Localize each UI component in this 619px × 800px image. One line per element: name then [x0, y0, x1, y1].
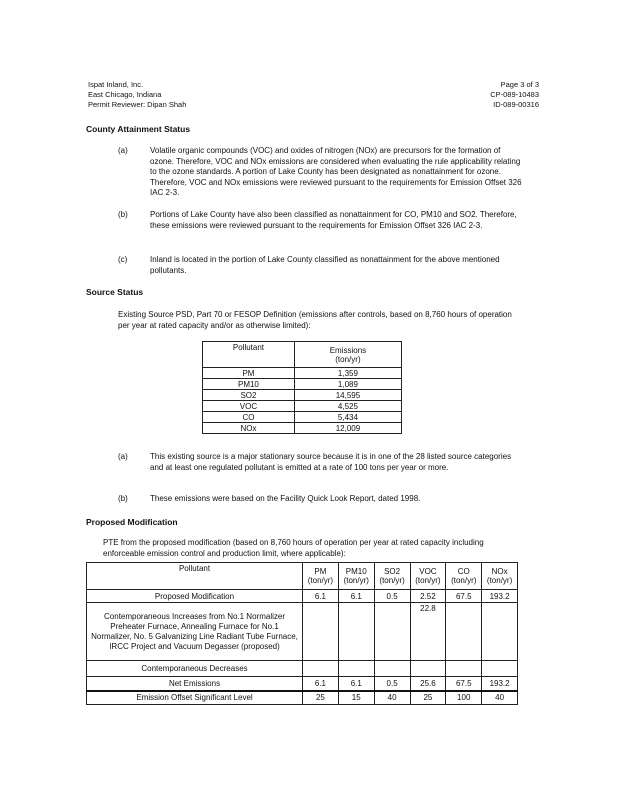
value-cell: 0.5 — [374, 590, 410, 603]
table-row — [87, 691, 518, 705]
table-row — [87, 590, 518, 603]
county-item-b — [118, 210, 522, 244]
pollutant-cell: NOx — [203, 423, 295, 434]
pollutant-cell: PM — [203, 368, 295, 379]
value-cell — [410, 661, 446, 677]
value-cell: 40 — [374, 691, 410, 705]
voc-header — [410, 563, 446, 590]
unit-label: (ton/yr) — [307, 576, 334, 585]
value-cell — [374, 661, 410, 677]
so2-label: SO2 — [384, 567, 401, 576]
table-row — [203, 401, 402, 412]
source-item-b — [118, 494, 522, 506]
value-cell: 22.8 — [410, 603, 446, 661]
site-location: East Chicago, Indiana — [88, 90, 162, 99]
value-cell: 2.52 — [410, 590, 446, 603]
value-cell — [338, 661, 374, 677]
value-cell — [482, 661, 518, 677]
page-number: Page 3 of 3 — [500, 80, 539, 89]
document-header-left — [88, 80, 186, 110]
unit-label: (ton/yr) — [486, 576, 513, 585]
value-cell — [482, 603, 518, 661]
value-cell: 40 — [482, 691, 518, 705]
unit-label: (ton/yr) — [415, 576, 441, 585]
value-cell: 67.5 — [446, 677, 482, 691]
emission-value: 12,009 — [294, 423, 401, 434]
county-item-a — [118, 146, 522, 202]
pm-label: PM — [314, 567, 327, 576]
voc-label: VOC — [419, 567, 437, 576]
value-cell: 15 — [338, 691, 374, 705]
table-row — [203, 390, 402, 401]
co-label: CO — [457, 567, 470, 576]
value-cell: 25 — [410, 691, 446, 705]
table-row — [203, 379, 402, 390]
value-cell — [303, 603, 339, 661]
permit-reviewer: Permit Reviewer: Dipan Shah — [88, 100, 187, 109]
pollutant-header: Pollutant — [87, 563, 303, 590]
item-label: (a) — [118, 452, 128, 461]
table-row — [87, 603, 518, 661]
emission-value: 1,089 — [294, 379, 401, 390]
item-text: This existing source is a major stationary source because it is in one of the 28 listed source categories and at least one regulated pollutant is emitted at a rate of 100 tons per year or more. — [150, 452, 512, 472]
proposed-modification-title: Proposed Modification — [86, 517, 178, 527]
value-cell — [374, 603, 410, 661]
company-name: Ispat Inland, Inc. — [88, 80, 144, 89]
table-header-row — [87, 563, 518, 590]
table-row — [203, 412, 402, 423]
value-cell: 67.5 — [446, 590, 482, 603]
value-cell: 6.1 — [303, 677, 339, 691]
emission-value: 5,434 — [294, 412, 401, 423]
item-label: (c) — [118, 255, 128, 264]
value-cell — [446, 661, 482, 677]
item-text: Volatile organic compounds (VOC) and oxides of nitrogen (NOx) are precursors for the formation of ozone. Therefore, VOC and NOx emissions are considered when evaluating the rule applicability relating to the ozone standards. A portion of Lake County has been designated as nonattainment for ozone. Therefore, VOC and NOx emissions were reviewed pursuant to the requirements for Emission Offset 326 IAC 2-3. — [150, 146, 522, 197]
value-cell: 193.2 — [482, 590, 518, 603]
so2-header — [374, 563, 410, 590]
document-header-right — [490, 80, 539, 110]
pm-header — [303, 563, 339, 590]
document-id-1: CP-089-10483 — [490, 90, 539, 99]
table-header-row — [203, 342, 402, 368]
county-item-c — [118, 255, 522, 277]
item-label: (b) — [118, 494, 128, 503]
emission-value: 4,525 — [294, 401, 401, 412]
county-attainment-title: County Attainment Status — [86, 124, 191, 134]
value-cell: 100 — [446, 691, 482, 705]
modification-intro: PTE from the proposed modification (based on 8,760 hours of operation per year at rated capacity including enforceable emission control and production limit, where applicable): — [103, 538, 484, 558]
source-emissions-table — [202, 341, 402, 434]
value-cell: 6.1 — [303, 590, 339, 603]
unit-label: (ton/yr) — [379, 576, 405, 585]
value-cell — [338, 603, 374, 661]
nox-label: NOx — [491, 567, 508, 576]
value-cell: 6.1 — [338, 590, 374, 603]
item-label: (b) — [118, 210, 128, 219]
row-label: Contemporaneous Increases from No.1 Normalizer Preheater Furnace, Annealing Furnace for No.1 Normalizer, No. 5 Galvanizing Line Radiant Tube Furnace, IRCC Project and Vacuum Degasser (proposed) — [87, 603, 303, 661]
row-label: Contemporaneous Decreases — [87, 661, 303, 677]
pollutant-header: Pollutant — [203, 342, 295, 368]
table-row — [87, 661, 518, 677]
source-status-title: Source Status — [86, 287, 144, 297]
value-cell: 6.1 — [338, 677, 374, 691]
emission-value: 14,595 — [294, 390, 401, 401]
table-row — [203, 423, 402, 434]
pm10-header — [338, 563, 374, 590]
value-cell: 25 — [303, 691, 339, 705]
value-cell: 0.5 — [374, 677, 410, 691]
row-label: Net Emissions — [87, 677, 303, 691]
source-item-a — [118, 452, 522, 486]
item-text: Portions of Lake County have also been classified as nonattainment for CO, PM10 and SO2. Therefore, these emissions were reviewed pursuant to the requirements for Emission Offset 326 IAC 2-3. — [150, 210, 517, 230]
value-cell — [446, 603, 482, 661]
co-header — [446, 563, 482, 590]
pollutant-cell: SO2 — [203, 390, 295, 401]
emissions-header — [294, 342, 401, 368]
value-cell: 193.2 — [482, 677, 518, 691]
pollutant-cell: PM10 — [203, 379, 295, 390]
pm10-label: PM10 — [345, 567, 367, 576]
document-id-2: ID-089-00316 — [493, 100, 539, 109]
unit-label: (ton/yr) — [451, 576, 477, 585]
unit-label: (ton/yr) — [343, 576, 369, 585]
row-label: Proposed Modification — [87, 590, 303, 603]
nox-header — [482, 563, 518, 590]
item-text: Inland is located in the portion of Lake County classified as nonattainment for the above mentioned pollutants. — [150, 255, 500, 275]
emissions-header-label: Emissions — [329, 345, 367, 355]
pollutant-cell: VOC — [203, 401, 295, 412]
source-status-intro: Existing Source PSD, Part 70 or FESOP Definition (emissions after controls, based on 8,760 hours of operation per year at rated capacity and/or as otherwise limited): — [118, 310, 512, 330]
table-row — [203, 368, 402, 379]
table-row — [87, 677, 518, 691]
value-cell — [303, 661, 339, 677]
value-cell: 25.6 — [410, 677, 446, 691]
pollutant-cell: CO — [203, 412, 295, 423]
item-text: These emissions were based on the Facility Quick Look Report, dated 1998. — [150, 494, 421, 503]
modification-emissions-table — [86, 562, 518, 705]
item-label: (a) — [118, 146, 128, 155]
emission-value: 1,359 — [294, 368, 401, 379]
row-label: Emission Offset Significant Level — [87, 691, 303, 705]
emissions-header-unit: (ton/yr) — [335, 354, 361, 364]
